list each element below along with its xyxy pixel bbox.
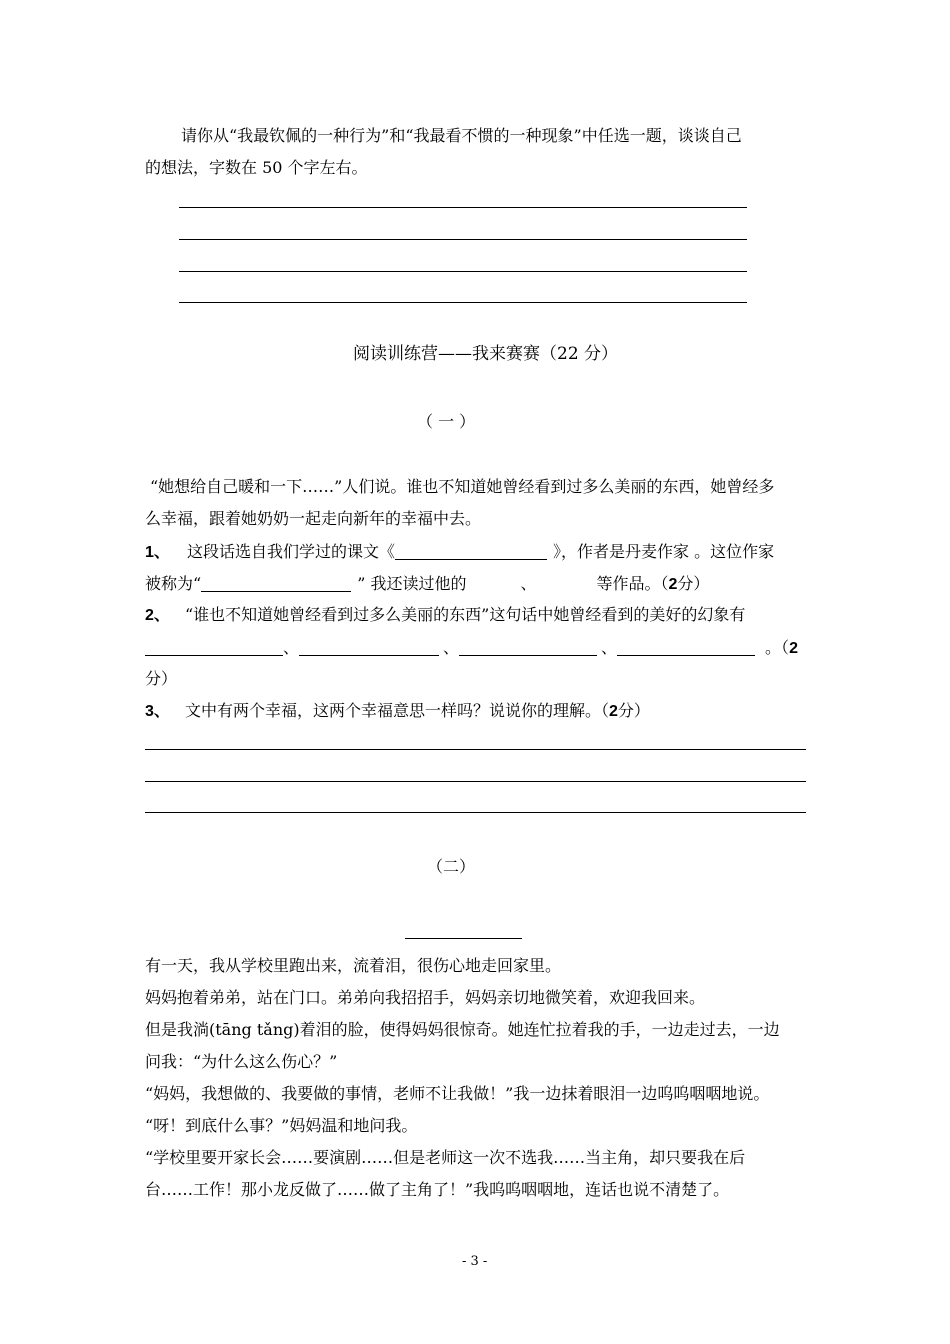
prompt-line-2: 的想法，字数在 50 个字左右。 [145, 158, 368, 177]
question-text: 》，作者是丹麦作家 。这位作家 [553, 542, 775, 561]
title-blank[interactable] [395, 543, 547, 560]
question-2 [145, 607, 745, 624]
vision-blank[interactable] [617, 639, 755, 656]
question-2-blanks: 、 、 、 。（2 [145, 639, 798, 657]
passage2-line: “学校里要开家长会……要演剧……但是老师这一次不选我……当主角，却只要我在后 [145, 1148, 746, 1167]
question-number: 1、 [145, 544, 170, 561]
question-text: “谁也不知道她曾经看到过多么美丽的东西”这句话中她曾经看到的美好的幻象有 [185, 605, 746, 624]
answer-line[interactable] [179, 271, 747, 272]
answer-line[interactable] [179, 302, 747, 303]
passage2-line: 但是我淌(tāng tǎng)着泪的脸，使得妈妈很惊奇。她连忙拉着我的手，一边走过去，一边 [145, 1020, 780, 1039]
question-number: 2、 [145, 607, 170, 624]
page-number: - 3 - [462, 1254, 488, 1269]
question-text: 这段话选自我们学过的课文《 [187, 542, 396, 561]
vision-blank[interactable] [459, 639, 597, 656]
passage2-line: “妈妈，我想做的、我要做的事情，老师不让我做！”我一边抹着眼泪一边呜呜咽咽地说。 [145, 1084, 770, 1103]
nickname-blank[interactable] [201, 575, 351, 592]
question-2-score-end: 分） [145, 669, 178, 688]
passage1-line-1: “她想给自己暖和一下……”人们说。谁也不知道她曾经看到过多么美丽的东西，她曾经多 [150, 477, 775, 496]
vision-blank[interactable] [299, 639, 439, 656]
passage2-line: 有一天，我从学校里跑出来，流着泪，很伤心地走回家里。 [145, 956, 562, 975]
answer-line[interactable] [179, 207, 747, 208]
question-text: 文中有两个幸福，这两个幸福意思一样吗？说说你的理解。（ [185, 701, 610, 720]
question-1-line-2: 被称为“ ” 我还读过他的 、 等作品。（2分） [145, 574, 710, 593]
passage-title-blank[interactable] [405, 938, 522, 939]
question-1 [145, 543, 774, 561]
passage2-line: 台……工作！那小龙反做了……做了主角了！”我呜呜咽咽地，连话也说不清楚了。 [145, 1180, 730, 1199]
vision-blank[interactable] [145, 639, 283, 656]
prompt-line-1: 请你从“我最钦佩的一种行为”和“我最看不惯的一种现象”中任选一题，谈谈自己 [181, 126, 742, 145]
passage2-line: 妈妈抱着弟弟，站在门口。弟弟向我招招手，妈妈亲切地微笑着，欢迎我回来。 [145, 988, 706, 1007]
passage2-line: “呀！到底什么事？”妈妈温和地问我。 [145, 1116, 418, 1135]
answer-line[interactable] [145, 812, 806, 813]
part-two-heading: （二） [427, 857, 476, 876]
passage1-line-2: 么幸福，跟着她奶奶一起走向新年的幸福中去。 [145, 509, 482, 528]
answer-line[interactable] [145, 781, 806, 782]
answer-line[interactable] [145, 749, 806, 750]
question-3: 3、 文中有两个幸福，这两个幸福意思一样吗？说说你的理解。（2分） [145, 701, 650, 720]
section-title: 阅读训练营——我来赛赛（22 分） [353, 344, 619, 364]
answer-line[interactable] [179, 239, 747, 240]
question-number: 3、 [145, 703, 170, 720]
part-one-heading: （ 一 ） [417, 412, 476, 431]
passage2-line: 问我：“为什么这么伤心？” [145, 1052, 338, 1071]
